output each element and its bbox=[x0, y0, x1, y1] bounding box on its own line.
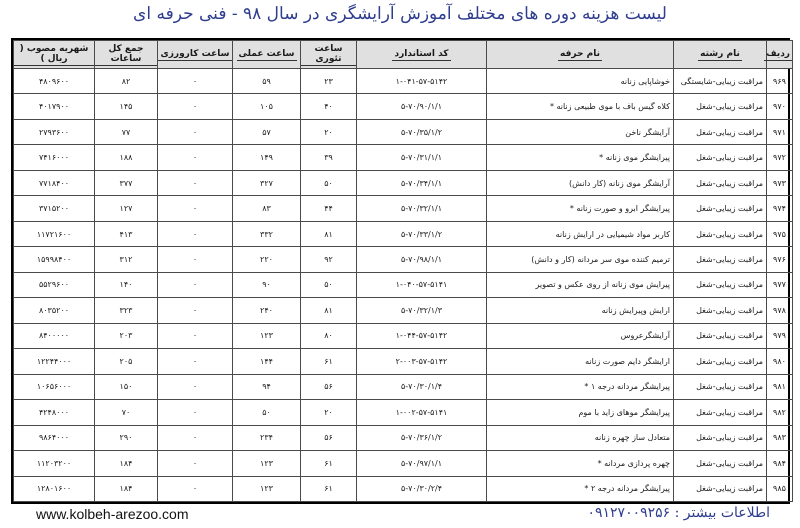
cell-theory-hours: ۸۰ bbox=[301, 323, 357, 348]
cell-row-number: ۹۷۲ bbox=[767, 145, 793, 170]
cell-total-hours: ۱۸۸ bbox=[95, 145, 158, 170]
cell-tuition: ۴۸۰۹۶۰۰ bbox=[14, 69, 95, 94]
table-row bbox=[14, 119, 793, 144]
cell-row-number: ۹۷۳ bbox=[767, 170, 793, 195]
cell-practical-hours: ۱۴۴ bbox=[233, 349, 301, 374]
cell-course-name: چهره پردازی مردانه * bbox=[487, 451, 674, 476]
cell-internship-hours: ۰ bbox=[158, 323, 233, 348]
cell-field-name: مراقبت زیبایی-شغل bbox=[674, 400, 767, 425]
cell-field-name: مراقبت زیبایی-شغل bbox=[674, 221, 767, 246]
cell-standard-code: ۱-۰۰۲-۵۷-۵۱۴۱ bbox=[357, 400, 487, 425]
table-row bbox=[14, 349, 793, 374]
cell-internship-hours: ۰ bbox=[158, 400, 233, 425]
cell-tuition: ۴۲۴۸۰۰۰ bbox=[14, 400, 95, 425]
cell-standard-code: ۱-۰۴۰-۵۷-۵۱۴۱ bbox=[357, 272, 487, 297]
cell-internship-hours: ۰ bbox=[158, 221, 233, 246]
cell-internship-hours: ۰ bbox=[158, 247, 233, 272]
header-row-number: ردیف bbox=[767, 41, 793, 69]
cell-standard-code: ۵-۷۰/۳۳/۱/۲ bbox=[357, 221, 487, 246]
table-row bbox=[14, 425, 793, 450]
cell-internship-hours: ۰ bbox=[158, 374, 233, 399]
cell-row-number: ۹۷۰ bbox=[767, 94, 793, 119]
cell-internship-hours: ۰ bbox=[158, 119, 233, 144]
cell-standard-code: ۵-۷۰/۳۵/۱/۲ bbox=[357, 119, 487, 144]
cell-total-hours: ۷۰ bbox=[95, 400, 158, 425]
cell-tuition: ۱۱۲۰۳۲۰۰ bbox=[14, 451, 95, 476]
cell-field-name: مراقبت زیبایی-شغل bbox=[674, 425, 767, 450]
cell-standard-code: ۵-۷۰/۳۰/۱/۴ bbox=[357, 374, 487, 399]
cell-row-number: ۹۷۱ bbox=[767, 119, 793, 144]
cell-practical-hours: ۹۰ bbox=[233, 272, 301, 297]
cell-row-number: ۹۷۷ bbox=[767, 272, 793, 297]
cell-practical-hours: ۱۲۳ bbox=[233, 451, 301, 476]
tuition-table bbox=[11, 38, 790, 504]
cell-tuition: ۱۵۹۹۸۴۰۰ bbox=[14, 247, 95, 272]
cell-field-name: مراقبت زیبایی-شغل bbox=[674, 145, 767, 170]
cell-internship-hours: ۰ bbox=[158, 170, 233, 195]
cell-practical-hours: ۱۴۹ bbox=[233, 145, 301, 170]
cell-total-hours: ۷۷ bbox=[95, 119, 158, 144]
table-body bbox=[14, 69, 793, 502]
cell-course-name: ترمیم کننده موی سر مردانه (کار و دانش) bbox=[487, 247, 674, 272]
cell-theory-hours: ۵۰ bbox=[301, 272, 357, 297]
cell-internship-hours: ۰ bbox=[158, 425, 233, 450]
cell-course-name: پیرایشگر ابرو و صورت زنانه * bbox=[487, 196, 674, 221]
cell-internship-hours: ۰ bbox=[158, 298, 233, 323]
cell-field-name: مراقبت زیبایی-شغل bbox=[674, 247, 767, 272]
cell-internship-hours: ۰ bbox=[158, 349, 233, 374]
cell-theory-hours: ۶۱ bbox=[301, 476, 357, 502]
header-standard-code: کد استاندارد bbox=[357, 41, 487, 69]
footer-website-link[interactable]: www.kolbeh-arezoo.com bbox=[36, 506, 189, 522]
cell-row-number: ۹۸۳ bbox=[767, 425, 793, 450]
cell-course-name: پیرایشگر موهای زاید با موم bbox=[487, 400, 674, 425]
cell-standard-code: ۲-۰۰۳-۵۷-۵۱۴۲ bbox=[357, 349, 487, 374]
cell-course-name: پیرایشگر مردانه درجه ۱ * bbox=[487, 374, 674, 399]
cell-total-hours: ۱۴۰ bbox=[95, 272, 158, 297]
cell-standard-code: ۵-۷۰/۹۰/۱/۱ bbox=[357, 94, 487, 119]
header-theory-hours: ساعت تئوری bbox=[301, 41, 357, 69]
cell-standard-code: ۵-۷۰/۳۶/۱/۲ bbox=[357, 425, 487, 450]
cell-theory-hours: ۲۰ bbox=[301, 400, 357, 425]
table-row bbox=[14, 145, 793, 170]
cell-internship-hours: ۰ bbox=[158, 94, 233, 119]
table-row bbox=[14, 374, 793, 399]
table-row bbox=[14, 247, 793, 272]
table-row bbox=[14, 69, 793, 94]
cell-practical-hours: ۸۳ bbox=[233, 196, 301, 221]
cell-row-number: ۹۷۶ bbox=[767, 247, 793, 272]
cell-total-hours: ۱۵۰ bbox=[95, 374, 158, 399]
cell-standard-code: ۱-۰۴۱-۵۷-۵۱۴۲ bbox=[357, 69, 487, 94]
cell-tuition: ۸۰۳۵۲۰۰ bbox=[14, 298, 95, 323]
cell-practical-hours: ۵۹ bbox=[233, 69, 301, 94]
cell-total-hours: ۱۴۵ bbox=[95, 94, 158, 119]
cell-tuition: ۴۰۱۷۹۰۰ bbox=[14, 94, 95, 119]
cell-row-number: ۹۸۲ bbox=[767, 400, 793, 425]
cell-tuition: ۱۲۸۰۱۶۰۰ bbox=[14, 476, 95, 502]
cell-course-name: پیرایش موی زنانه از روی عکس و تصویر bbox=[487, 272, 674, 297]
cell-standard-code: ۵-۷۰/۳۱/۱/۱ bbox=[357, 145, 487, 170]
cell-tuition: ۹۸۶۴۰۰۰ bbox=[14, 425, 95, 450]
cell-practical-hours: ۲۲۰ bbox=[233, 247, 301, 272]
cell-course-name: کلاه گیس باف با موی طبیعی زنانه * bbox=[487, 94, 674, 119]
cell-row-number: ۹۷۹ bbox=[767, 323, 793, 348]
table-row bbox=[14, 196, 793, 221]
cell-tuition: ۸۴۰۰۰۰۰ bbox=[14, 323, 95, 348]
cell-course-name: آرایشگرعروس bbox=[487, 323, 674, 348]
table-row bbox=[14, 451, 793, 476]
header-practical-hours: ساعت عملی bbox=[233, 41, 301, 69]
cell-practical-hours: ۵۷ bbox=[233, 119, 301, 144]
cell-standard-code: ۵-۷۰/۹۷/۱/۱ bbox=[357, 451, 487, 476]
cell-field-name: مراقبت زیبایی-شغل bbox=[674, 298, 767, 323]
footer-contact-info: اطلاعات بیشتر : ۰۹۱۲۷۰۰۹۲۵۶ bbox=[587, 505, 770, 521]
cell-theory-hours: ۸۱ bbox=[301, 221, 357, 246]
cell-theory-hours: ۴۴ bbox=[301, 196, 357, 221]
cell-total-hours: ۳۱۲ bbox=[95, 247, 158, 272]
cell-internship-hours: ۰ bbox=[158, 145, 233, 170]
header-course-name: نام حرفه bbox=[487, 41, 674, 69]
cell-total-hours: ۱۲۷ bbox=[95, 196, 158, 221]
cell-course-name: پیرایشگر مردانه درجه ۲ * bbox=[487, 476, 674, 502]
cell-theory-hours: ۸۱ bbox=[301, 298, 357, 323]
cell-tuition: ۷۷۱۸۴۰۰ bbox=[14, 170, 95, 195]
cell-total-hours: ۲۰۳ bbox=[95, 323, 158, 348]
cell-row-number: ۹۸۱ bbox=[767, 374, 793, 399]
cell-tuition: ۳۷۱۵۲۰۰ bbox=[14, 196, 95, 221]
cell-standard-code: ۵-۷۰/۳۴/۱/۱ bbox=[357, 170, 487, 195]
cell-total-hours: ۲۰۵ bbox=[95, 349, 158, 374]
table-row bbox=[14, 221, 793, 246]
cell-theory-hours: ۹۲ bbox=[301, 247, 357, 272]
cell-course-name: آرایشگر ناخن bbox=[487, 119, 674, 144]
cell-course-name: ارایشگر دایم صورت زنانه bbox=[487, 349, 674, 374]
cell-total-hours: ۳۷۷ bbox=[95, 170, 158, 195]
cell-field-name: مراقبت زیبایی-شغل bbox=[674, 170, 767, 195]
cell-standard-code: ۵-۷۰/۳۲/۱/۳ bbox=[357, 298, 487, 323]
table-row bbox=[14, 476, 793, 502]
table-row bbox=[14, 400, 793, 425]
cell-row-number: ۹۶۹ bbox=[767, 69, 793, 94]
cell-field-name: مراقبت زیبایی-شغل bbox=[674, 374, 767, 399]
cell-row-number: ۹۷۵ bbox=[767, 221, 793, 246]
cell-theory-hours: ۳۹ bbox=[301, 145, 357, 170]
cell-practical-hours: ۱۰۵ bbox=[233, 94, 301, 119]
cell-course-name: خوشاپایی زنانه bbox=[487, 69, 674, 94]
cell-total-hours: ۸۲ bbox=[95, 69, 158, 94]
cell-field-name: مراقبت زیبایی-شغل bbox=[674, 476, 767, 502]
cell-practical-hours: ۱۲۳ bbox=[233, 323, 301, 348]
cell-internship-hours: ۰ bbox=[158, 272, 233, 297]
cell-course-name: ارایش وپیرایش زنانه bbox=[487, 298, 674, 323]
cell-internship-hours: ۰ bbox=[158, 476, 233, 502]
cell-field-name: مراقبت زیبایی-شایستگی bbox=[674, 69, 767, 94]
cell-field-name: مراقبت زیبایی-شغل bbox=[674, 94, 767, 119]
cell-field-name: مراقبت زیبایی-شغل bbox=[674, 119, 767, 144]
cell-practical-hours: ۲۳۴ bbox=[233, 425, 301, 450]
cell-tuition: ۵۵۲۹۶۰۰ bbox=[14, 272, 95, 297]
page-title: لیست هزینه دوره های مختلف آموزش آرایشگری در سال ۹۸ - فنی حرفه ای bbox=[133, 4, 667, 24]
cell-total-hours: ۴۱۳ bbox=[95, 221, 158, 246]
cell-field-name: مراقبت زیبایی-شغل bbox=[674, 349, 767, 374]
header-total-hours: جمع کل ساعات bbox=[95, 41, 158, 69]
table-row bbox=[14, 170, 793, 195]
cell-total-hours: ۳۲۳ bbox=[95, 298, 158, 323]
cell-total-hours: ۱۸۴ bbox=[95, 476, 158, 502]
header-tuition: شهریه مصوب ( ریال ) bbox=[14, 41, 95, 69]
cell-row-number: ۹۷۸ bbox=[767, 298, 793, 323]
cell-practical-hours: ۵۰ bbox=[233, 400, 301, 425]
cell-internship-hours: ۰ bbox=[158, 69, 233, 94]
cell-theory-hours: ۵۶ bbox=[301, 425, 357, 450]
cell-practical-hours: ۳۲۷ bbox=[233, 170, 301, 195]
cell-course-name: آرایشگر موی زنانه (کار دانش) bbox=[487, 170, 674, 195]
cell-row-number: ۹۸۴ bbox=[767, 451, 793, 476]
table-row bbox=[14, 272, 793, 297]
cell-theory-hours: ۲۰ bbox=[301, 119, 357, 144]
table-row bbox=[14, 323, 793, 348]
cell-tuition: ۲۷۹۳۶۰۰ bbox=[14, 119, 95, 144]
cell-tuition: ۱۰۶۵۶۰۰۰ bbox=[14, 374, 95, 399]
cell-theory-hours: ۵۶ bbox=[301, 374, 357, 399]
cell-theory-hours: ۲۳ bbox=[301, 69, 357, 94]
header-field-name: نام رشته bbox=[674, 41, 767, 69]
cell-field-name: مراقبت زیبایی-شغل bbox=[674, 323, 767, 348]
cell-standard-code: ۵-۷۰/۳۰/۲/۴ bbox=[357, 476, 487, 502]
cell-total-hours: ۱۸۴ bbox=[95, 451, 158, 476]
table-header-row bbox=[14, 41, 793, 69]
header-internship-hours: ساعت کارورزی bbox=[158, 41, 233, 69]
cell-row-number: ۹۸۵ bbox=[767, 476, 793, 502]
cell-tuition: ۷۴۱۶۰۰۰ bbox=[14, 145, 95, 170]
cell-practical-hours: ۳۳۲ bbox=[233, 221, 301, 246]
cell-course-name: کاربر مواد شیمیایی در ارایش زنانه bbox=[487, 221, 674, 246]
cell-field-name: مراقبت زیبایی-شغل bbox=[674, 451, 767, 476]
cell-practical-hours: ۱۲۳ bbox=[233, 476, 301, 502]
cell-row-number: ۹۸۰ bbox=[767, 349, 793, 374]
cell-standard-code: ۵-۷۰/۹۸/۱/۱ bbox=[357, 247, 487, 272]
cell-field-name: مراقبت زیبایی-شغل bbox=[674, 196, 767, 221]
cell-course-name: پیرایشگر موی زنانه * bbox=[487, 145, 674, 170]
cell-tuition: ۱۲۲۴۴۰۰۰ bbox=[14, 349, 95, 374]
cell-field-name: مراقبت زیبایی-شغل bbox=[674, 272, 767, 297]
cell-theory-hours: ۴۰ bbox=[301, 94, 357, 119]
cell-theory-hours: ۵۰ bbox=[301, 170, 357, 195]
cell-standard-code: ۵-۷۰/۳۲/۱/۱ bbox=[357, 196, 487, 221]
cell-course-name: متعادل ساز چهره زنانه bbox=[487, 425, 674, 450]
cell-internship-hours: ۰ bbox=[158, 196, 233, 221]
table-row bbox=[14, 94, 793, 119]
table-row bbox=[14, 298, 793, 323]
cell-theory-hours: ۶۱ bbox=[301, 349, 357, 374]
cell-standard-code: ۱-۰۴۴-۵۷-۵۱۴۲ bbox=[357, 323, 487, 348]
cell-total-hours: ۲۹۰ bbox=[95, 425, 158, 450]
cell-tuition: ۱۱۷۲۱۶۰۰ bbox=[14, 221, 95, 246]
cell-practical-hours: ۲۴۰ bbox=[233, 298, 301, 323]
cell-practical-hours: ۹۴ bbox=[233, 374, 301, 399]
cell-internship-hours: ۰ bbox=[158, 451, 233, 476]
cell-row-number: ۹۷۴ bbox=[767, 196, 793, 221]
cell-theory-hours: ۶۱ bbox=[301, 451, 357, 476]
